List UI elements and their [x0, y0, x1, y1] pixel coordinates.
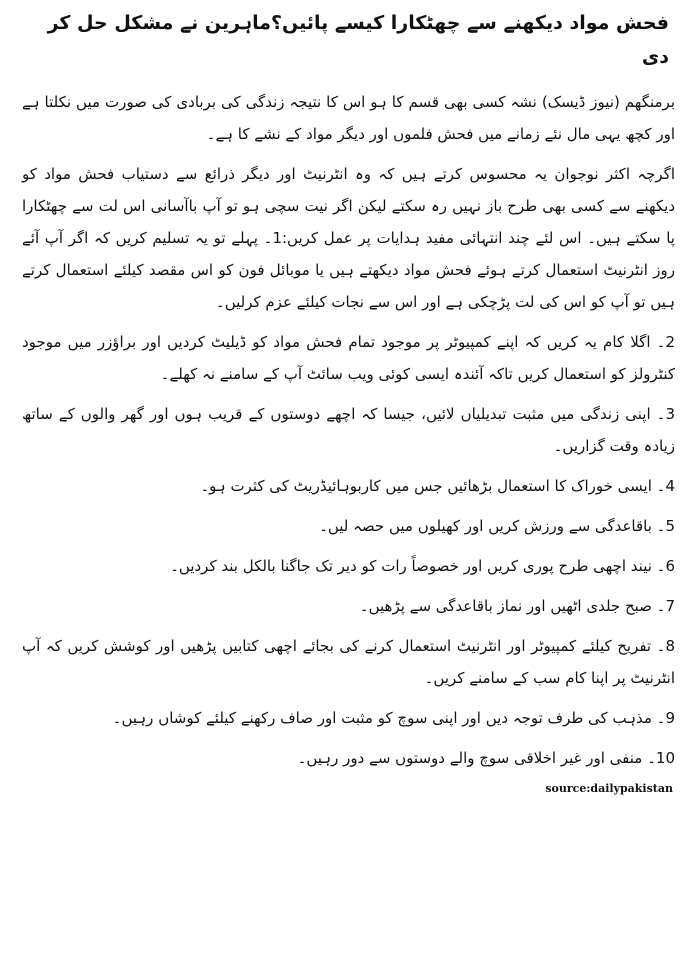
article-title: فحش مواد دیکھنے سے چھٹکارا کیسے پائیں؟ماہرین نے مشکل حل کر دی	[47, 12, 669, 68]
source-credit: source:dailypakistan	[545, 782, 673, 795]
list-item-tip-6: 6۔ نیند اچھی طرح پوری کریں اور خصوصاً رات کو دیر تک جاگنا بالکل بند کردیں۔	[170, 557, 675, 575]
list-item-tip-8: 8۔ تفریح کیلئے کمپیوٹر اور انٹرنیٹ استعمال کرنے کی بجائے اچھی کتابیں پڑھیں اور کوشش کریں کہ آپ انٹرنیٹ پر اپنا کام سب کے سامنے کریں۔	[22, 637, 675, 687]
body-paragraph-tip-1: اگرچہ اکثر نوجوان یہ محسوس کرتے ہیں کہ وہ انٹرنیٹ اور دیگر ذرائع سے دستیاب فحش مواد کو دیکھنے سے کسی بھی طرح باز نہیں رہ سکتے لیکن اگر نیت سچی ہو تو آپ باآسانی اس لت سے چھٹکارا پا سکتے ہیں۔ اس لئے چند انتہائی مفید ہدایات پر عمل کریں:1۔ پہلے تو یہ تسلیم کریں کہ اگر آپ آئے روز انٹرنیٹ استعمال کرتے ہوئے فحش مواد دیکھتے ہیں یا موبائل فون کو اس مقصد کیلئے استعمال کرتے ہیں تو آپ کو اس کی لت پڑچکی ہے اور اس سے نجات کیلئے عزم کرلیں۔	[22, 165, 675, 311]
intro-paragraph: برمنگھم (نیوز ڈیسک) نشہ کسی بھی قسم کا ہو اس کا نتیجہ زندگی کی بربادی کی صورت میں نکلتا ہے اور کچھ یہی مال نئے زمانے میں فحش فلموں اور دیگر مواد کے نشے کا ہے۔	[22, 93, 675, 143]
list-item-tip-3: 3۔ اپنی زندگی میں مثبت تبدیلیاں لائیں، جیسا کہ اچھے دوستوں کے قریب ہوں اور گھر والوں کے ساتھ زیادہ وقت گزاریں۔	[22, 405, 675, 455]
list-item-tip-4: 4۔ ایسی خوراک کا استعمال بڑھائیں جس میں کاربوہائیڈریٹ کی کثرت ہو۔	[200, 477, 675, 495]
list-item-tip-2: 2۔ اگلا کام یہ کریں کہ اپنے کمپیوٹر پر موجود تمام فحش مواد کو ڈیلیٹ کردیں اور براؤزر میں موجود کنٹرولز کو استعمال کریں تاکہ آئندہ ایسی کوئی ویب سائٹ آپ کے سامنے نہ کھلے۔	[22, 333, 675, 383]
list-item-tip-5: 5۔ باقاعدگی سے ورزش کریں اور کھیلوں میں حصہ لیں۔	[319, 517, 675, 535]
list-item-tip-9: 9۔ مذہب کی طرف توجہ دیں اور اپنی سوچ کو مثبت اور صاف رکھنے کیلئے کوشاں رہیں۔	[112, 709, 675, 727]
list-item-tip-10: 10۔ منفی اور غیر اخلاقی سوچ والے دوستوں سے دور رہیں۔	[297, 749, 675, 767]
list-item-tip-7: 7۔ صبح جلدی اٹھیں اور نماز باقاعدگی سے پڑھیں۔	[359, 597, 675, 615]
